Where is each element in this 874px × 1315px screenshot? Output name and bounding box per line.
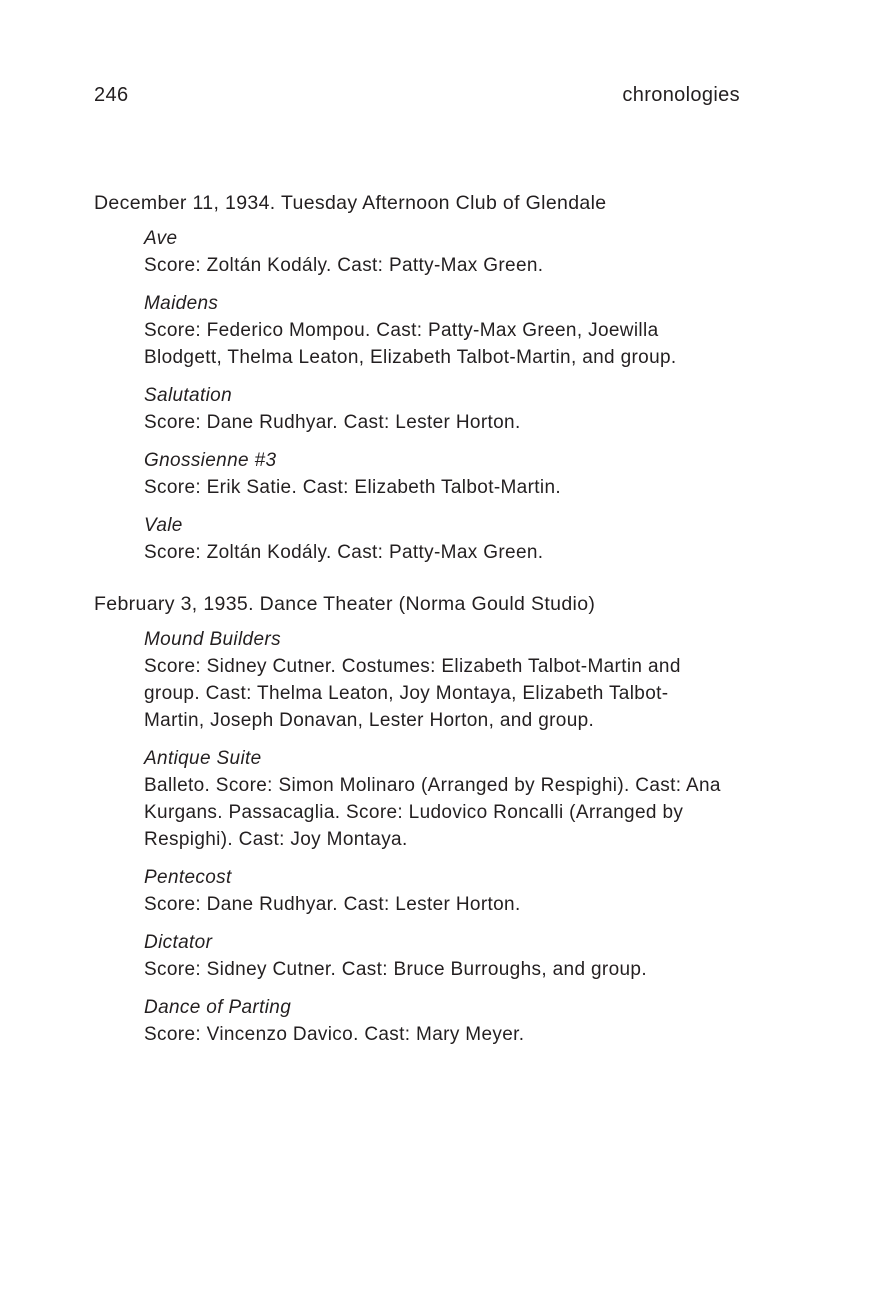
work-entry xyxy=(144,929,726,983)
work-credits: Score: Dane Rudhyar. Cast: Lester Horton. xyxy=(144,412,521,433)
work-entry xyxy=(144,225,726,279)
work-entry xyxy=(144,626,726,734)
work-credits: Balleto. Score: Simon Molinaro (Arranged by Respighi). Cast: Ana Kurgans. Passacaglia. Score: Ludovico Roncalli (Arranged by Respighi). Cast: Joy Montaya. xyxy=(144,775,721,850)
work-credits: Score: Dane Rudhyar. Cast: Lester Horton. xyxy=(144,894,521,915)
work-credits: Score: Vincenzo Davico. Cast: Mary Meyer. xyxy=(144,1024,525,1045)
chronology-content xyxy=(94,189,754,1072)
work-entry xyxy=(144,864,726,918)
page-number: 246 xyxy=(94,84,129,106)
work-credits: Score: Erik Satie. Cast: Elizabeth Talbot-Martin. xyxy=(144,477,562,498)
work-credits: Score: Sidney Cutner. Cast: Bruce Burroughs, and group. xyxy=(144,959,647,980)
work-title: Ave xyxy=(144,228,178,249)
event-entry xyxy=(94,189,754,566)
works-list xyxy=(94,626,726,1048)
work-title: Mound Builders xyxy=(144,629,281,650)
work-credits: Score: Sidney Cutner. Costumes: Elizabeth Talbot-Martin and group. Cast: Thelma Leaton, Joy Montaya, Elizabeth Talbot-Martin, Joseph Donavan, Lester Horton, and group. xyxy=(144,656,681,731)
event-heading: December 11, 1934. Tuesday Afternoon Club of Glendale xyxy=(94,192,607,214)
work-credits: Score: Zoltán Kodály. Cast: Patty-Max Green. xyxy=(144,542,544,563)
work-title: Pentecost xyxy=(144,867,232,888)
work-title: Maidens xyxy=(144,293,219,314)
work-entry xyxy=(144,382,726,436)
event-heading: February 3, 1935. Dance Theater (Norma Gould Studio) xyxy=(94,593,596,615)
work-credits: Score: Federico Mompou. Cast: Patty-Max Green, Joewilla Blodgett, Thelma Leaton, Elizabeth Talbot-Martin, and group. xyxy=(144,320,677,368)
work-entry xyxy=(144,447,726,501)
work-entry xyxy=(144,994,726,1048)
work-title: Antique Suite xyxy=(144,748,262,769)
work-credits: Score: Zoltán Kodály. Cast: Patty-Max Green. xyxy=(144,255,544,276)
work-title: Salutation xyxy=(144,385,233,406)
work-entry xyxy=(144,745,726,853)
works-list xyxy=(94,225,726,566)
work-title: Dance of Parting xyxy=(144,997,292,1018)
work-entry xyxy=(144,512,726,566)
event-entry xyxy=(94,590,754,1048)
work-title: Gnossienne #3 xyxy=(144,450,277,471)
work-entry xyxy=(144,290,726,371)
work-title: Vale xyxy=(144,515,183,536)
running-head: chronologies xyxy=(622,84,740,106)
work-title: Dictator xyxy=(144,932,213,953)
